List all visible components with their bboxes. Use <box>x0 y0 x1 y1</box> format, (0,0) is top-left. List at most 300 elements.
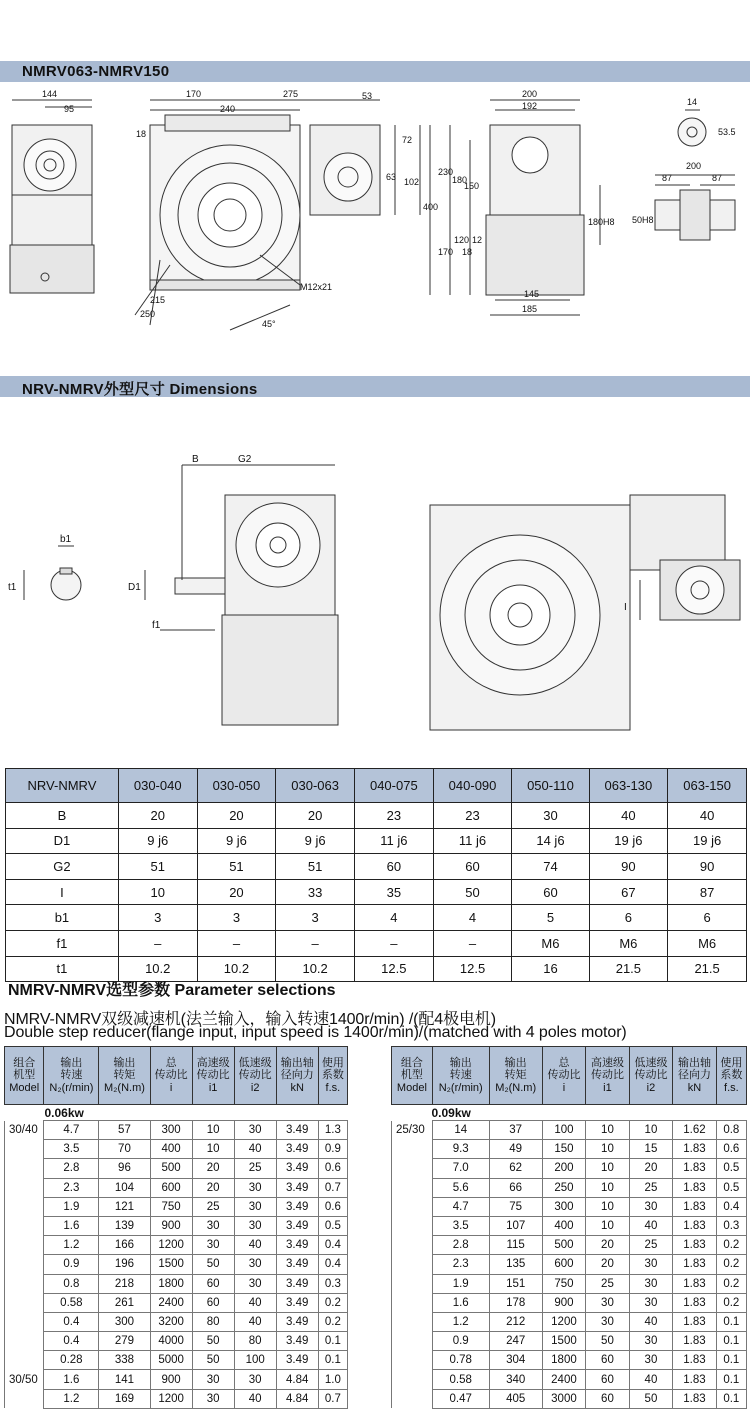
table-cell: 20 <box>192 1159 234 1178</box>
table-cell: 30 <box>629 1332 673 1351</box>
table-cell: 30 <box>234 1370 276 1389</box>
table-cell: 14 j6 <box>512 828 589 854</box>
table-cell: 96 <box>99 1159 150 1178</box>
model-cell <box>5 1159 44 1178</box>
dim-label: M12x21 <box>300 282 333 292</box>
reducer-description-en: Double step reducer(flange input, input speed is 1400r/min)/(matched with 4 poles motor) <box>4 1024 627 1041</box>
table-cell: 51 <box>276 854 355 880</box>
table-cell: 0.1 <box>318 1351 347 1370</box>
header-output-torque: 输出 转矩 M₂(N.m) <box>99 1047 150 1105</box>
table-cell: 600 <box>542 1255 586 1274</box>
table-cell: 30 <box>234 1274 276 1293</box>
table-cell: t1 <box>6 956 119 982</box>
table-cell: 3.49 <box>276 1159 318 1178</box>
table-cell: 10 <box>586 1197 630 1216</box>
table-cell: 40 <box>234 1312 276 1331</box>
table-cell: 0.5 <box>716 1178 746 1197</box>
reducer-description-cn: NMRV-NMRV双级减速机(法兰输入，输入转速1400r/min) /(配4极电机) <box>4 1011 497 1028</box>
table-cell: 104 <box>99 1178 150 1197</box>
model-cell <box>392 1255 433 1274</box>
table-cell: 25 <box>234 1159 276 1178</box>
table-row <box>392 1216 747 1235</box>
table-cell: 4.7 <box>432 1197 489 1216</box>
table-cell: 12.5 <box>354 956 433 982</box>
dim-label: 180H8 <box>588 217 615 227</box>
table-cell: 10 <box>192 1121 234 1140</box>
model-cell <box>5 1351 44 1370</box>
model-cell <box>392 1197 433 1216</box>
table-cell: 300 <box>542 1197 586 1216</box>
table-cell: M6 <box>589 930 668 956</box>
table-cell: 4 <box>433 905 512 931</box>
table-row <box>6 803 747 829</box>
table-header-cell: 030-040 <box>118 769 197 803</box>
table-cell: 33 <box>276 879 355 905</box>
table-cell: 1.83 <box>673 1351 717 1370</box>
table-cell: 0.2 <box>716 1255 746 1274</box>
dim-label: 144 <box>42 89 58 99</box>
model-cell <box>392 1140 433 1159</box>
model-cell <box>392 1216 433 1235</box>
table-cell: 0.58 <box>44 1293 99 1312</box>
section-header-nmrv063-150 <box>0 61 750 82</box>
header-model: 组合 机型 Model <box>5 1047 44 1105</box>
table-row <box>5 1370 348 1389</box>
dim-label: 53.5 <box>718 127 736 137</box>
table-cell: 25 <box>586 1274 630 1293</box>
table-cell: 1.6 <box>44 1370 99 1389</box>
table-row <box>6 905 747 931</box>
table-cell: – <box>354 930 433 956</box>
table-header-cell: 063-150 <box>668 769 747 803</box>
dim-label: 240 <box>220 104 236 114</box>
table-cell: 1.3 <box>318 1121 347 1140</box>
table-cell: 50 <box>192 1351 234 1370</box>
table-cell: 1.83 <box>673 1389 717 1408</box>
table-header-cell: 050-110 <box>512 769 589 803</box>
table-cell: 5 <box>512 905 589 931</box>
dim-label: 185 <box>522 304 538 314</box>
table-cell: 50 <box>629 1389 673 1408</box>
table-cell: 30 <box>234 1255 276 1274</box>
table-cell: 3.49 <box>276 1274 318 1293</box>
model-cell <box>392 1293 433 1312</box>
table-cell: 247 <box>489 1332 542 1351</box>
table-cell: 1.83 <box>673 1312 717 1331</box>
table-cell: 50 <box>433 879 512 905</box>
header-output-torque: 输出 转矩 M₂(N.m) <box>489 1047 542 1105</box>
table-cell: 178 <box>489 1293 542 1312</box>
table-row <box>5 1312 348 1331</box>
table-cell: 500 <box>150 1159 192 1178</box>
table-cell: 338 <box>99 1351 150 1370</box>
table-cell: 30 <box>192 1370 234 1389</box>
dim-label: 215 <box>150 295 166 305</box>
table-cell: B <box>6 803 119 829</box>
table-cell: 121 <box>99 1197 150 1216</box>
table-cell: 1.2 <box>432 1312 489 1331</box>
table-cell: 19 j6 <box>589 828 668 854</box>
table-cell: 10 <box>586 1121 630 1140</box>
table-cell: 1.6 <box>432 1293 489 1312</box>
selection-header-row <box>5 1047 348 1105</box>
table-cell: – <box>118 930 197 956</box>
model-cell <box>5 1274 44 1293</box>
table-cell: 0.1 <box>716 1332 746 1351</box>
table-cell: 218 <box>99 1274 150 1293</box>
table-cell: 2.8 <box>44 1159 99 1178</box>
table-row <box>5 1255 348 1274</box>
dims-header-row <box>6 769 747 803</box>
table-cell: 30 <box>512 803 589 829</box>
model-cell <box>5 1332 44 1351</box>
table-cell: 10 <box>629 1121 673 1140</box>
table-cell: 37 <box>489 1121 542 1140</box>
table-cell: 1200 <box>150 1236 192 1255</box>
table-cell: 60 <box>192 1274 234 1293</box>
table-cell: 60 <box>586 1370 630 1389</box>
table-header-cell: 030-063 <box>276 769 355 803</box>
table-cell: 6 <box>589 905 668 931</box>
table-cell: 0.6 <box>318 1159 347 1178</box>
header-high-ratio: 高速级 传动比 i1 <box>192 1047 234 1105</box>
table-cell: 1.83 <box>673 1159 717 1178</box>
selection-header-row <box>392 1047 747 1105</box>
model-cell <box>5 1293 44 1312</box>
table-cell: 23 <box>433 803 512 829</box>
header-output-speed: 输出 转速 N₂(r/min) <box>432 1047 489 1105</box>
model-cell <box>392 1159 433 1178</box>
table-cell: 19 j6 <box>668 828 747 854</box>
table-cell: 1.83 <box>673 1370 717 1389</box>
table-cell: 1.9 <box>44 1197 99 1216</box>
table-cell: M6 <box>668 930 747 956</box>
table-row <box>5 1216 348 1235</box>
table-cell: 3.49 <box>276 1178 318 1197</box>
model-cell <box>5 1255 44 1274</box>
table-cell: – <box>276 930 355 956</box>
table-cell: 10.2 <box>276 956 355 982</box>
table-cell: 4 <box>354 905 433 931</box>
table-cell: 10 <box>192 1140 234 1159</box>
table-header-cell: 030-050 <box>197 769 276 803</box>
table-cell: 115 <box>489 1236 542 1255</box>
table-cell: 750 <box>542 1274 586 1293</box>
table-row <box>5 1351 348 1370</box>
power-label: 0.09kw <box>431 1105 471 1120</box>
table-cell: 304 <box>489 1351 542 1370</box>
table-cell: 10 <box>586 1216 630 1235</box>
selection-table-right <box>391 1046 747 1409</box>
table-header-cell: 040-075 <box>354 769 433 803</box>
table-cell: f1 <box>6 930 119 956</box>
table-cell: 25 <box>629 1178 673 1197</box>
header-model: 组合 机型 Model <box>392 1047 433 1105</box>
table-cell: – <box>197 930 276 956</box>
table-row <box>5 1197 348 1216</box>
table-cell: 57 <box>99 1121 150 1140</box>
table-cell: 250 <box>542 1178 586 1197</box>
table-row <box>392 1159 747 1178</box>
nrv-nmrv-dimension-drawing <box>0 420 750 760</box>
table-cell: 14 <box>432 1121 489 1140</box>
dim-label: 275 <box>283 89 299 99</box>
table-cell: 60 <box>512 879 589 905</box>
table-cell: 20 <box>197 803 276 829</box>
selection-table-left <box>4 1046 348 1409</box>
table-cell: 300 <box>150 1121 192 1140</box>
header-total-ratio: 总 传动比 i <box>542 1047 586 1105</box>
table-cell: 1.2 <box>44 1389 99 1408</box>
table-cell: 30 <box>629 1351 673 1370</box>
table-cell: 3.49 <box>276 1197 318 1216</box>
table-cell: 0.1 <box>716 1351 746 1370</box>
table-cell: 0.3 <box>716 1216 746 1235</box>
table-row <box>392 1274 747 1293</box>
table-cell: 20 <box>586 1255 630 1274</box>
table-cell: 2400 <box>542 1370 586 1389</box>
dim-label: 45° <box>262 319 276 329</box>
table-cell: 196 <box>99 1255 150 1274</box>
table-cell: 1200 <box>542 1312 586 1331</box>
table-cell: 300 <box>99 1312 150 1331</box>
table-cell: 50 <box>586 1332 630 1351</box>
dim-label: t1 <box>8 582 17 593</box>
model-cell: 25/30 <box>392 1121 433 1140</box>
table-cell: 49 <box>489 1140 542 1159</box>
power-label: 0.06kw <box>44 1105 84 1120</box>
header-radial-force: 输出轴 径向力 kN <box>673 1047 717 1105</box>
table-cell: 25 <box>629 1236 673 1255</box>
table-cell: 3.5 <box>44 1140 99 1159</box>
section-title: NMRV063-NMRV150 <box>22 63 170 80</box>
dim-label: 400 <box>423 202 439 212</box>
table-cell: 141 <box>99 1370 150 1389</box>
table-cell: 135 <box>489 1255 542 1274</box>
table-cell: 87 <box>668 879 747 905</box>
model-cell <box>392 1236 433 1255</box>
dim-label: 63 <box>386 172 397 182</box>
table-cell: 12.5 <box>433 956 512 982</box>
table-cell: 0.9 <box>44 1255 99 1274</box>
table-cell: 3 <box>276 905 355 931</box>
model-cell <box>5 1178 44 1197</box>
table-cell: 30 <box>234 1216 276 1235</box>
table-cell: 4.84 <box>276 1389 318 1408</box>
dim-label: f1 <box>152 620 161 631</box>
table-cell: 20 <box>629 1159 673 1178</box>
table-cell: 200 <box>542 1159 586 1178</box>
table-cell: 3000 <box>542 1389 586 1408</box>
table-row <box>392 1121 747 1140</box>
dim-label: 200 <box>686 161 702 171</box>
table-cell: 40 <box>629 1216 673 1235</box>
model-cell <box>5 1216 44 1235</box>
header-output-speed: 输出 转速 N₂(r/min) <box>44 1047 99 1105</box>
table-row <box>392 1178 747 1197</box>
table-cell: 0.2 <box>318 1293 347 1312</box>
model-cell <box>5 1140 44 1159</box>
table-cell: 0.7 <box>318 1389 347 1408</box>
table-cell: 0.1 <box>716 1389 746 1408</box>
table-cell: 1.0 <box>318 1370 347 1389</box>
table-cell: 6 <box>668 905 747 931</box>
dim-label: 192 <box>522 101 538 111</box>
dim-label: 102 <box>404 177 420 187</box>
table-cell: 11 j6 <box>433 828 512 854</box>
dim-label: 50H8 <box>632 215 654 225</box>
table-cell: 169 <box>99 1389 150 1408</box>
table-cell: 0.28 <box>44 1351 99 1370</box>
model-cell: 30/40 <box>5 1121 44 1140</box>
table-cell: 66 <box>489 1178 542 1197</box>
dim-label: 72 <box>402 135 413 145</box>
table-cell: 0.5 <box>318 1216 347 1235</box>
table-cell: 3.49 <box>276 1216 318 1235</box>
table-cell: 5.6 <box>432 1178 489 1197</box>
table-cell: 1.83 <box>673 1293 717 1312</box>
nmrv-technical-drawing <box>0 85 750 380</box>
model-cell <box>392 1332 433 1351</box>
table-cell: 0.58 <box>432 1370 489 1389</box>
table-cell: 67 <box>589 879 668 905</box>
table-cell: 1.83 <box>673 1255 717 1274</box>
table-row <box>392 1236 747 1255</box>
table-cell: 60 <box>192 1293 234 1312</box>
dim-label: 120 <box>454 235 470 245</box>
table-cell: 1500 <box>542 1332 586 1351</box>
header-high-ratio: 高速级 传动比 i1 <box>586 1047 630 1105</box>
table-cell: 5000 <box>150 1351 192 1370</box>
table-cell: 3.5 <box>432 1216 489 1235</box>
table-cell: 30 <box>192 1236 234 1255</box>
dim-label: 87 <box>662 173 673 183</box>
table-cell: 30 <box>629 1197 673 1216</box>
table-cell: 1.2 <box>44 1236 99 1255</box>
table-cell: 0.2 <box>716 1274 746 1293</box>
table-cell: 0.8 <box>44 1274 99 1293</box>
header-service-factor: 使用 系数 f.s. <box>716 1047 746 1105</box>
table-cell: M6 <box>512 930 589 956</box>
table-cell: 3200 <box>150 1312 192 1331</box>
table-cell: 20 <box>192 1178 234 1197</box>
power-row <box>5 1105 348 1121</box>
table-cell: 900 <box>150 1216 192 1235</box>
table-cell: 4.84 <box>276 1370 318 1389</box>
table-cell: 15 <box>629 1140 673 1159</box>
table-cell: 20 <box>276 803 355 829</box>
table-cell: 261 <box>99 1293 150 1312</box>
table-cell: 80 <box>234 1332 276 1351</box>
table-cell: 60 <box>433 854 512 880</box>
model-cell <box>392 1370 433 1389</box>
table-cell: 21.5 <box>589 956 668 982</box>
table-cell: 30 <box>629 1255 673 1274</box>
table-cell: 30 <box>192 1216 234 1235</box>
table-cell: 80 <box>192 1312 234 1331</box>
dimensions-table <box>5 768 747 982</box>
table-cell: 0.3 <box>318 1274 347 1293</box>
table-row <box>5 1389 348 1408</box>
table-cell: 90 <box>668 854 747 880</box>
table-cell: 3.49 <box>276 1140 318 1159</box>
table-cell: 0.4 <box>318 1255 347 1274</box>
table-row <box>392 1332 747 1351</box>
table-cell: 10 <box>586 1159 630 1178</box>
dim-label: D1 <box>128 582 141 593</box>
table-cell: 23 <box>354 803 433 829</box>
table-cell: 2.3 <box>432 1255 489 1274</box>
header-low-ratio: 低速级 传动比 i2 <box>234 1047 276 1105</box>
table-cell: 2.3 <box>44 1178 99 1197</box>
table-cell: 30 <box>234 1178 276 1197</box>
table-row <box>5 1178 348 1197</box>
table-cell: 340 <box>489 1370 542 1389</box>
table-cell: 0.7 <box>318 1178 347 1197</box>
table-cell: 100 <box>542 1121 586 1140</box>
table-cell: 20 <box>197 879 276 905</box>
table-cell: 3.49 <box>276 1121 318 1140</box>
model-cell: 30/50 <box>5 1370 44 1389</box>
table-row <box>5 1121 348 1140</box>
table-cell: 11 j6 <box>354 828 433 854</box>
model-cell <box>392 1389 433 1408</box>
dim-label: B <box>192 454 199 465</box>
table-cell: 405 <box>489 1389 542 1408</box>
table-cell: 30 <box>234 1197 276 1216</box>
table-cell: 30 <box>192 1389 234 1408</box>
table-cell: b1 <box>6 905 119 931</box>
table-cell: 21.5 <box>668 956 747 982</box>
table-cell: 62 <box>489 1159 542 1178</box>
table-cell: 40 <box>589 803 668 829</box>
table-cell: I <box>6 879 119 905</box>
table-cell: 3.49 <box>276 1236 318 1255</box>
table-cell: 40 <box>668 803 747 829</box>
table-cell: 20 <box>586 1236 630 1255</box>
table-cell: 400 <box>150 1140 192 1159</box>
dim-label: 200 <box>522 89 538 99</box>
table-cell: 0.2 <box>716 1236 746 1255</box>
table-cell: – <box>433 930 512 956</box>
table-cell: 16 <box>512 956 589 982</box>
table-cell: 60 <box>354 854 433 880</box>
table-row <box>6 854 747 880</box>
header-service-factor: 使用 系数 f.s. <box>318 1047 347 1105</box>
table-cell: 1.83 <box>673 1274 717 1293</box>
table-cell: 3 <box>118 905 197 931</box>
table-cell: 40 <box>234 1236 276 1255</box>
table-cell: 50 <box>192 1255 234 1274</box>
parameter-selections-title: NMRV-NMRV选型参数 Parameter selections <box>8 982 336 999</box>
table-cell: 60 <box>586 1351 630 1370</box>
table-cell: 0.4 <box>44 1312 99 1331</box>
table-cell: 1.83 <box>673 1197 717 1216</box>
table-cell: 30 <box>629 1274 673 1293</box>
table-cell: 0.1 <box>716 1312 746 1331</box>
table-header-cell: 063-130 <box>589 769 668 803</box>
table-row <box>392 1197 747 1216</box>
table-row <box>5 1332 348 1351</box>
table-row <box>6 879 747 905</box>
table-cell: 1.83 <box>673 1236 717 1255</box>
section-title: NRV-NMRV外型尺寸 Dimensions <box>22 381 258 398</box>
table-cell: 40 <box>629 1312 673 1331</box>
table-cell: 900 <box>150 1370 192 1389</box>
table-cell: 1800 <box>542 1351 586 1370</box>
table-cell: 0.9 <box>318 1140 347 1159</box>
model-cell <box>5 1389 44 1408</box>
